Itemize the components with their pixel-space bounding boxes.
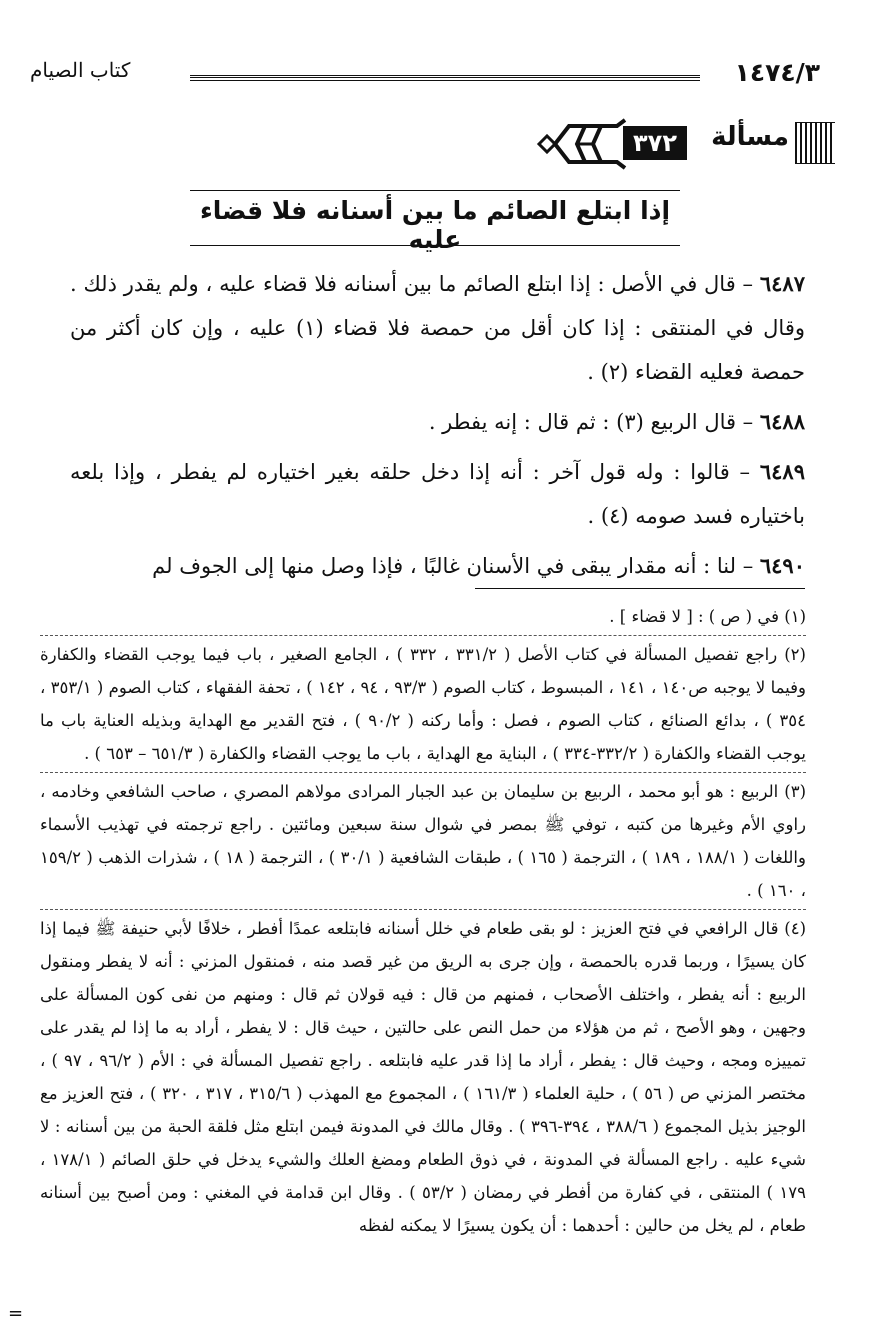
paragraph: [70, 544, 805, 588]
footnote-divider: [40, 772, 806, 773]
paragraph: [70, 262, 805, 394]
title-bottom-rule: [190, 245, 680, 246]
footnote: (٤) قال الرافعي في فتح العزيز : لو بقى طعام في خلل أسنانه فابتلعه عمدًا أفطر ، خلافًا لأبي حنيفة ﷺ فيما إذا كان يسيرًا ، وربما قدره بالحمصة ، وإن جرى به الريق من غير قصد منه ، فمنقول المزني : أنه لا يفطر ومنقول الربيع : أنه يفطر ، واختلف الأصحاب ، فمنهم من قال : فيه قولان ثم قال : ومنهم من نفى كون المسألة على وجهين ، وهو الأصح ، ثم من هؤلاء من حمل النص على حالتين ، حيث قال : لا يفطر ، أراد به ما إذا لم يقدر على تمييزه ومجه ، وحيث قال : يفطر ، أراد ما إذا قدر عليه فابتلعه . راجع تفصيل المسألة في : الأم ( ٩٦/٢ ، ٩٧ ) ، مختصر المزني ص ( ٥٦ ) ، حلية العلماء ( ١٦١/٣ ) ، المجموع مع المهذب ( ٣١٥/٦ ، ٣١٧ ، ٣٢٠ ) ، فتح العزيز مع الوجيز بذيل المجموع ( ٣٨٨/٦ ، ٣٩٤-٣٩٦ ) . وقال مالك في المدونة فيمن ابتلع مثل فلقة الحبة من بين أسنانه : لا شيء عليه . راجع المسألة في المدونة ، في ذوق الطعام ومضغ العلك والشيء يدخل في حلق الصائم ( ١٧٨/١ ، ١٧٩ ) المنتقى ، في كفارة من أفطر في رمضان ( ٥٣/٢ ) . وقال ابن قدامة في المغني : ومن أصبح بين أسنانه طعام ، لم يخل من حالين : أحدهما : أن يكون يسيرًا لا يمكنه لفظه: [40, 919, 807, 1235]
header-double-rule: [190, 75, 700, 78]
continuation-mark: =: [8, 1303, 24, 1324]
paragraph-text: – قال الربيع (٣) : ثم قال : إنه يفطر .: [428, 410, 760, 434]
bars-ornament-icon: [795, 122, 835, 164]
footnote-divider: [40, 909, 806, 910]
masala-ornament: [535, 116, 835, 172]
paragraph-number: ٦٤٨٩: [759, 459, 805, 484]
paragraph-text: – قالوا : وله قول آخر : أنه إذا دخل حلقه بغير اختياره لم يفطر ، وإذا بلعه باختياره فسد صومه (٤) .: [70, 460, 805, 528]
running-header: [30, 58, 820, 98]
footnote: (٢) راجع تفصيل المسألة في كتاب الأصل ( ٣٣١/٢ ، ٣٣٢ ) ، الجامع الصغير ، باب فيما يوجب القضاء والكفارة وفيما لا يوجبه ص١٤٠ ، ١٤١ ، المبسوط ، كتاب الصوم ( ٩٣/٣ ، ٩٤ ، ١٤٢ ) ، تحفة الفقهاء ، كتاب الصوم ( ٣٥٣/١ ، ٣٥٤ ) ، بدائع الصنائع ، كتاب الصوم ، فصل : وأما ركنه ( ٩٠/٢ ) ، فتح القدير مع الهداية وبذيله العناية باب ما يوجب القضاء والكفارة ( ٣٣٢/٢-٣٣٤ ) ، البناية مع الهداية ، باب ما يوجب القضاء والكفارة ( ٦٥١/٣ – ٦٥٣ ) .: [40, 645, 806, 763]
book-title: كتاب الصيام: [30, 58, 131, 82]
masala-number: ٣٧٢: [623, 126, 687, 160]
footnote-divider: [40, 635, 806, 636]
paragraph-number: ٦٤٩٠: [759, 553, 805, 578]
paragraph-text: – قال في الأصل : إذا ابتلع الصائم ما بين أسنانه فلا قضاء عليه ، ولم يقدر ذلك . وقال في المنتقى : إذا كان أقل من حمصة فلا قضاء (١) عليه ، وإن كان أكثر من حمصة فعليه القضاء (٢) .: [70, 272, 806, 384]
masala-label: مسألة: [711, 122, 789, 152]
title-top-rule: [190, 190, 680, 191]
paragraph: [70, 400, 805, 444]
footnote-separator: [475, 588, 805, 589]
paragraph-number: ٦٤٨٨: [759, 409, 805, 434]
paragraph: [70, 450, 805, 538]
body-text: [70, 262, 805, 594]
header-rule: [190, 80, 700, 81]
paragraph-text: – لنا : أنه مقدار يبقى في الأسنان غالبًا ، فإذا وصل منها إلى الجوف لم: [152, 554, 760, 578]
knot-ornament-icon: [535, 116, 630, 172]
page-number: ١٤٧٤/٣: [734, 58, 820, 87]
footnote: (٣) الربيع : هو أبو محمد ، الربيع بن سليمان بن عبد الجبار المرادى مولاهم المصري ، صاحب الشافعي وخادمه ، راوي الأم وغيرها من كتبه ، توفي ﷺ بمصر في شوال سنة سبعين ومائتين . راجع ترجمته في تهذيب الأسماء واللغات ( ١٨٨/١ ، ١٨٩ ) ، الترجمة ( ١٦٥ ) ، طبقات الشافعية ( ٣٠/١ ) ، الترجمة ( ١٨ ) ، شذرات الذهب ( ١٥٩/٢ ، ١٦٠ ) .: [40, 782, 806, 900]
footnote: (١) في ( ص ) : [ لا قضاء ] .: [609, 607, 806, 626]
section-title: إذا ابتلع الصائم ما بين أسنانه فلا قضاء عليه: [199, 196, 671, 254]
paragraph-number: ٦٤٨٧: [759, 271, 805, 296]
footnotes: [40, 600, 806, 1242]
